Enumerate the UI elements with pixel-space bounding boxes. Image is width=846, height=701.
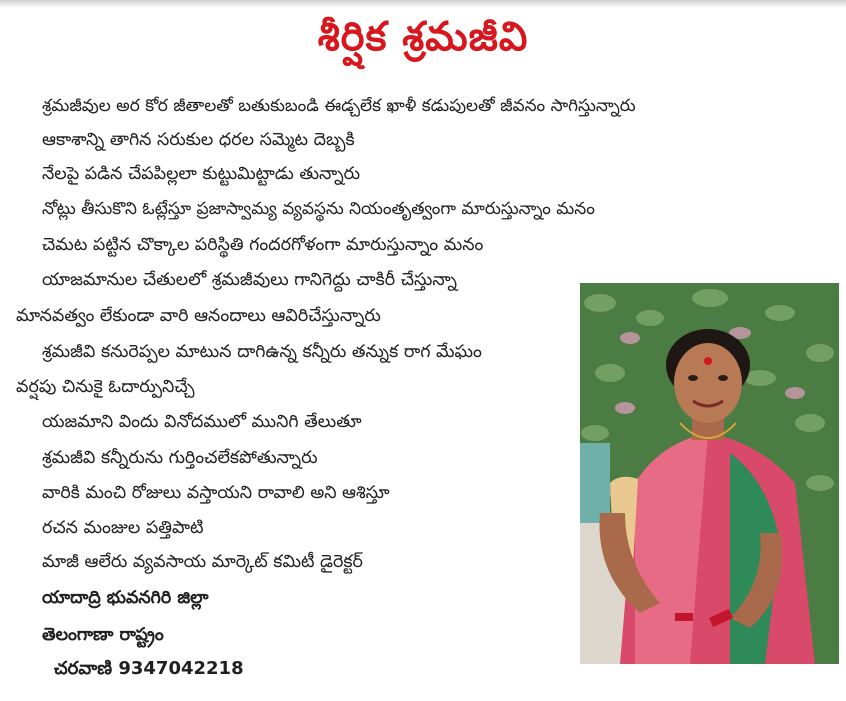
poem-line-5: చెమట పట్టిన చొక్కాల పరిస్థితి గందరగోళంగా మారుస్తున్నాం మనం [42, 235, 484, 255]
poem-line-6: యాజమానుల చేతులలో శ్రమజీవులు గానిగెద్దు చాకిరీ చేస్తున్నా [42, 270, 457, 290]
poem-line-8: శ్రమజీవి కనురెప్పల మాటున దాగిఉన్న కన్నీరు తన్నుక రాగ మేఘం [42, 342, 482, 362]
poem-line-4: నోట్లు తీసుకొని ఓట్లేస్తూ ప్రజాస్వామ్య వ్యవస్థను నియంతృత్వంగా మారుస్తున్నాం మనం [42, 199, 595, 219]
author-state: తెలంగాణా రాష్ట్రం [42, 625, 164, 645]
author-district: యాదాద్రి భువనగిరి జిల్లా [42, 588, 209, 608]
poem-line-7: మానవత్వం లేకుండా వారి ఆనందాలు ఆవిరిచేస్తున్నారు [16, 306, 381, 326]
poem-line-12: వారికి మంచి రోజులు వస్తాయని రావాలి అని ఆశిస్తూ [42, 483, 390, 503]
poem-title: శీర్షిక శ్రమజీవి [317, 14, 529, 60]
poem-line-14: మాజీ ఆలేరు వ్యవసాయ మార్కెట్ కమిటీ డైరెక్టర్ [42, 552, 363, 572]
top-edge-strip [0, 0, 846, 8]
poem-line-13: రచన మంజుల పత్తిపాటి [42, 518, 204, 538]
poem-line-2: ఆకాశాన్ని తాగిన సరుకుల ధరల సమ్మెట దెబ్బకి [42, 130, 355, 150]
author-photo [580, 283, 839, 664]
author-phone: చరవాణి 9347042218 [54, 658, 244, 679]
poem-line-3: నేలపై పడిన చేపపిల్లలా కుట్టుమిట్టాడు తున్నారు [42, 164, 361, 184]
poem-line-1: శ్రమజీవుల అర కోర జీతాలతో బతుకుబండి ఈడ్చలేక ఖాళీ కడుపులతో జీవనం సాగిస్తున్నారు [42, 96, 636, 116]
poem-line-10: యజమాని విందు వినోదములో మునిగి తేలుతూ [42, 412, 362, 432]
poem-line-9: వర్షపు చినుకై ఓదార్పునిచ్చే [16, 377, 195, 397]
poem-line-11: శ్రమజీవి కన్నీరును గుర్తించలేకపోతున్నారు [42, 448, 318, 468]
